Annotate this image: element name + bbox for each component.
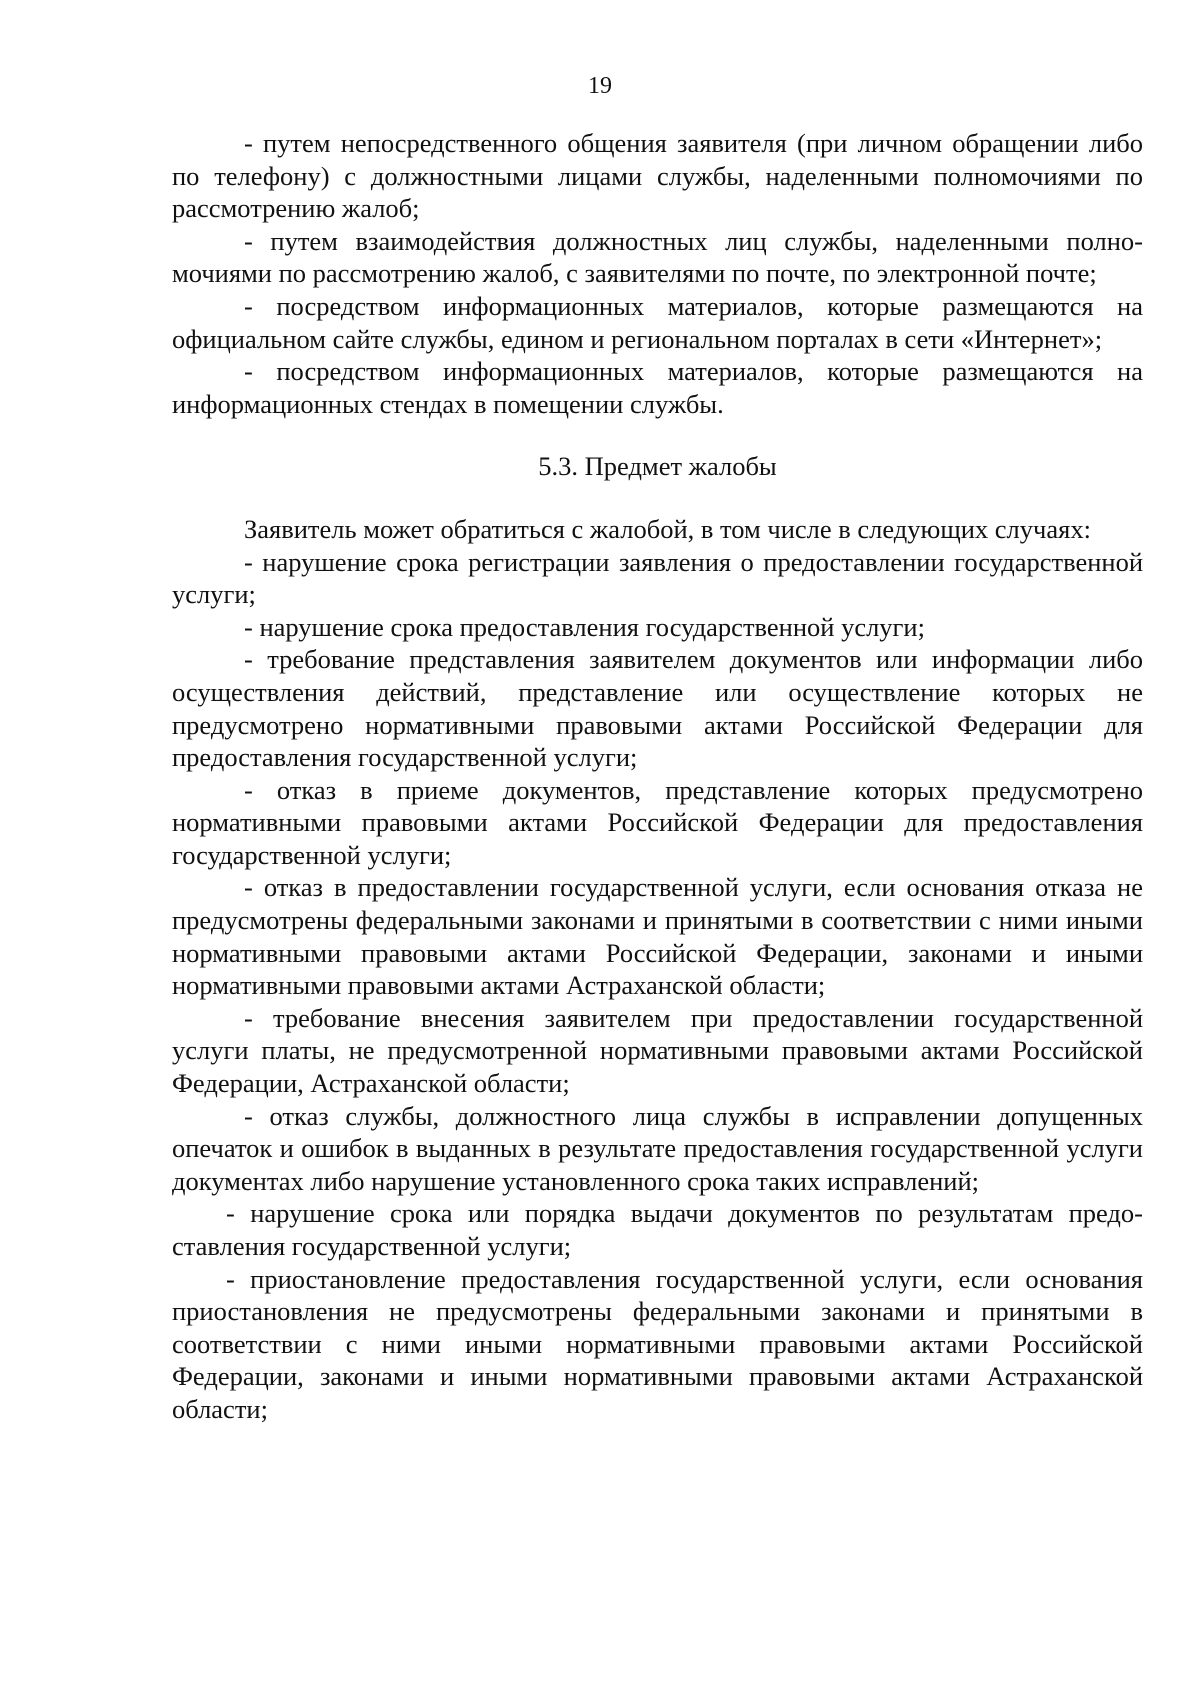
paragraph: - нарушение срока предоставления государственной услуги; (244, 611, 925, 642)
paragraph: - нарушение срока или порядка выдачи документов по результатам предоставления государственной услуги; (172, 1198, 1143, 1261)
section-title: 5.3. Предмет жалобы (538, 451, 777, 482)
paragraph: - отказ в приеме документов, представление которых предусмотрено нормативными правовыми актами Российской Федерации для предоставления государственной услуги; (172, 774, 1143, 870)
paragraph: Заявитель может обратиться с жалобой, в том числе в следующих случаях: (244, 513, 1091, 544)
paragraph: - путем взаимодействия должностных лиц службы, наделенными полномочиями по рассмотрению жалоб, с заявителями по почте, по электронной почте; (172, 225, 1143, 289)
paragraph: - посредством информационных материалов, которые размещаются на официальном сайте службы, едином и региональном порталах в сети «Интернет»; (172, 290, 1143, 354)
document-body (172, 127, 1143, 1426)
paragraph: - отказ в предоставлении государственной услуги, если основания отказа не предусмотрены федеральными законами и принятыми в соответствии с ними иными нормативными правовыми актами Российской Федерации, законами и иными нормативными правовыми актами Астраханской области; (172, 872, 1143, 1001)
paragraph: - требование представления заявителем документов или информации либо осуществления действий, представление или осуществление которых не предусмотрено нормативными правовыми актами Российской Федерации для предоставления государственной услуги; (172, 644, 1143, 773)
paragraph: - приостановление предоставления государственной услуги, если основания приостановления не предусмотрены федеральными законами и принятыми в соответствии с ними иными нормативными правовыми актами Российской Федерации, законами и иными нормативными правовыми актами Астраханской области; (172, 1263, 1143, 1424)
paragraph: - требование внесения заявителем при предоставлении государственной услуги платы, не предусмотренной нормативными правовыми актами Российской Федерации, Астраханской области; (172, 1002, 1143, 1099)
paragraph: - отказ службы, должностного лица службы в исправлении допущенных опечаток и ошибок в выданных в результате предоставления государственной услуги документах либо нарушение установленного срока таких исправлений; (172, 1100, 1143, 1196)
paragraph: - нарушение срока регистрации заявления о предоставлении государственной услуги; (172, 546, 1143, 610)
paragraph: - посредством информационных материалов, которые размещаются на информационных стендах в помещении службы. (172, 356, 1143, 419)
paragraph: - путем непосредственного общения заявителя (при личном обращении либо по телефону) с должностными лицами службы, наделенными полномочиями по рассмотрению жалоб; (172, 128, 1143, 224)
page-number: 19 (588, 73, 612, 99)
